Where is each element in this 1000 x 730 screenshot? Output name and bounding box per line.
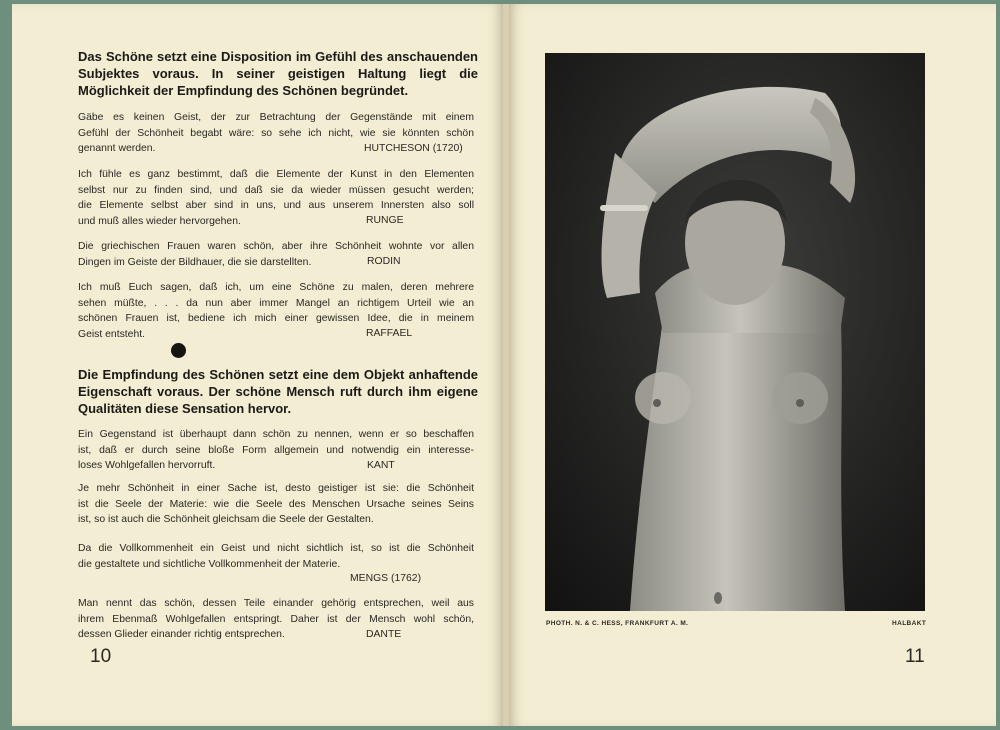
section-bullet	[171, 343, 186, 358]
quote-author: RAFFAEL	[366, 328, 413, 339]
quote-line: Ein Gegenstand ist überhaupt dann schön zu nennen, wenn er so beschaffen	[78, 429, 474, 440]
quote-runge	[78, 167, 474, 229]
quote-line: Da die Vollkommenheit ein Geist und nicht sichtlich ist, so ist die Schönheit	[78, 543, 474, 554]
quote-line: Ich muß Euch sagen, daß ich, um eine Schöne zu malen, deren mehrere	[78, 282, 474, 293]
quote-line: und muß alles wieder hervorgehen.	[78, 215, 241, 227]
quote-line: Dingen im Geiste der Bildhauer, die sie darstellten.	[78, 256, 312, 268]
quote-author: HUTCHESON (1720)	[364, 143, 463, 154]
quote-line: loses Wohlgefallen hervorruft.	[78, 460, 216, 471]
page-number-left: 10	[90, 646, 112, 667]
quote-dante	[78, 596, 474, 643]
book-gutter	[503, 4, 509, 726]
quote-author: MENGS (1762)	[350, 573, 422, 584]
quote-line: Gäbe es keinen Geist, der zur Betrachtung der Gegenstände mit einem	[78, 112, 474, 123]
quote-line: sehen müßte, . . . da nun aber immer Mangel an richtigem Urteil wie an	[78, 297, 474, 309]
photo-credit: PHOTH. N. & C. HESS, FRANKFURT A. M.	[546, 620, 689, 627]
quote-line: ist, daß er durch seine bloße Form allgemein und notwendig ein interesse-	[78, 444, 474, 456]
quote-line: Je mehr Schönheit in einer Sache ist, desto geistiger ist sie: die Schönheit	[78, 483, 474, 494]
quote-author: KANT	[367, 460, 395, 471]
quote-line: ist die Seele der Materie: wie die Seele des Menschen Ursache seines Seins	[78, 498, 474, 510]
quote-line: Geist entsteht.	[78, 328, 145, 340]
quote-raffael	[78, 280, 474, 342]
quote-author: DANTE	[366, 629, 402, 640]
quote-line: genannt werden.	[78, 143, 156, 154]
quote-line: ist, so ist auch die Schönheit gleichsam die Seele der Gestalten.	[78, 514, 374, 525]
figure-illustration	[545, 53, 925, 611]
quote-line: die gestaltete und sichtliche Vollkommenheit der Materie.	[78, 558, 341, 570]
heading-empfindung: Die Empfindung des Schönen setzt eine dem Objekt anhaftende Eigenschaft voraus. Der schöne Mensch ruft durch ihm eigene Qualitäten diese Sensation hervor.	[78, 367, 478, 416]
quote-line: Gefühl der Schönheit begabt wäre: so sehe ich nicht, wie sie könnten schön	[78, 127, 474, 139]
page-number-right: 11	[905, 646, 925, 667]
halbakt-photograph	[545, 53, 925, 611]
quote-line: Man nennt das schön, dessen Teile einander gehörig entsprechen, weil aus	[78, 598, 474, 609]
quote-seele	[78, 481, 474, 528]
quote-mengs	[78, 541, 474, 584]
quote-rodin	[78, 239, 474, 270]
photo-title: HALBAKT	[892, 620, 927, 627]
quote-hutcheson	[78, 110, 474, 157]
quote-kant	[78, 427, 474, 474]
quote-line: Die griechischen Frauen waren schön, aber ihre Schönheit wohnte vor allen	[78, 241, 474, 252]
quote-line: dessen Glieder einander richtig entsprechen.	[78, 629, 285, 640]
quote-line: die Elemente selbst aber sind in uns, und aus unserem Innersten also soll	[78, 200, 474, 211]
quote-line: Ich fühle es ganz bestimmt, daß die Elemente der Kunst in den Elementen	[78, 169, 474, 180]
quote-line: ihrem Ebenmaß Wohlgefallen entspringt. Daher ist der Mensch wohl schön,	[78, 613, 474, 625]
quote-line: schönen Frauen ist, bediene ich mich einer gewissen Idee, die in meinem	[78, 313, 474, 324]
quote-author: RUNGE	[366, 215, 404, 226]
heading-disposition: Das Schöne setzt eine Disposition im Gefühl des anschauenden Subjektes voraus. In seiner geistigen Haltung liegt die Möglichkeit der Empfindung des Schönen begründet.	[78, 49, 478, 98]
quote-line: selbst nur zu finden sind, und daß sie da wieder müssen gesucht werden;	[78, 184, 474, 196]
quote-author: RODIN	[367, 256, 401, 267]
